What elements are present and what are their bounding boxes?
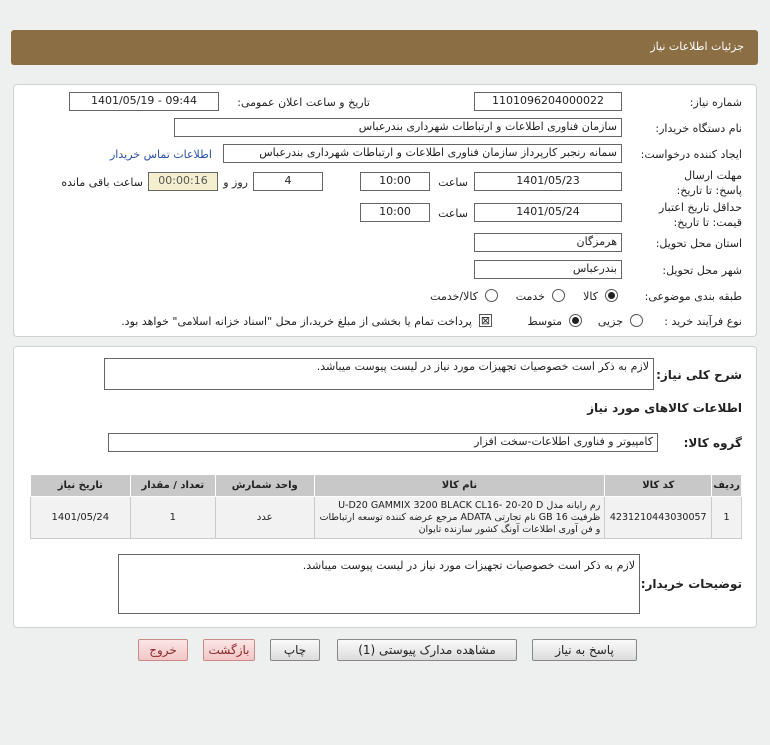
goods-group-field: کامپیوتر و فناوری اطلاعات-سخت افزار (108, 433, 658, 452)
remaining-label: ساعت باقی مانده (61, 176, 143, 189)
description-field: لازم به ذکر است خصوصیات تجهیزات مورد نیاز در لیست پیوست میباشد. (104, 358, 654, 390)
process-radio-medium[interactable] (569, 314, 582, 327)
category-label: طبقه بندی موضوعی: (644, 290, 742, 303)
remaining-time-field: 00:00:16 (148, 172, 218, 191)
category-option-both: کالا/خدمت (430, 290, 478, 303)
buyer-notes-label: توضیحات خریدار: (640, 577, 742, 591)
description-label: شرح کلی نیاز: (656, 368, 742, 382)
creator-field: سمانه رنجبر کارپرداز سازمان فناوری اطلاعات و ارتباطات شهرداری بندرعباس (223, 144, 622, 163)
validity-date-field: 1401/05/24 (474, 203, 622, 222)
col-row: ردیف (712, 475, 742, 497)
category-radio-both[interactable] (485, 289, 498, 302)
need-number-field: 1101096204000022 (474, 92, 622, 111)
deadline-time-field: 10:00 (360, 172, 430, 191)
deadline-date-field: 1401/05/23 (474, 172, 622, 191)
print-button[interactable]: چاپ (270, 639, 320, 661)
announce-field: 1401/05/19 - 09:44 (69, 92, 219, 111)
cell-unit: عدد (215, 497, 314, 539)
category-radio-service[interactable] (552, 289, 565, 302)
page-header (11, 30, 758, 65)
validity-label: حداقل تاریخ اعتبار قیمت: تا تاریخ: (658, 201, 742, 229)
col-name: نام کالا (314, 475, 605, 497)
payment-checkbox[interactable]: ⊠ (480, 314, 491, 327)
cell-date: 1401/05/24 (31, 497, 131, 539)
col-date: تاریخ نیاز (31, 475, 131, 497)
days-label: روز و (223, 176, 248, 189)
attachments-button[interactable]: مشاهده مدارک پیوستی (1) (337, 639, 517, 661)
process-label: نوع فرآیند خرید : (664, 315, 742, 328)
goods-info-title: اطلاعات کالاهای مورد نیاز (587, 401, 742, 415)
category-option-service: خدمت (515, 290, 545, 303)
exit-button[interactable]: خروج (138, 639, 188, 661)
category-radio-goods[interactable] (605, 289, 618, 302)
goods-table (30, 474, 742, 539)
cell-name: رم رایانه مدل U-D20 GAMMIX 3200 BLACK CL16- 20-20 D ظرفیت 16 GB نام تجارتی ADATA مرجع عرضه کننده توسعه ارتباطات و فن آوری اطلاعات آونگ کشور سازنده تایوان (314, 497, 605, 539)
deadline-time-label: ساعت (438, 176, 468, 189)
process-option-medium: متوسط (527, 315, 562, 328)
back-button[interactable]: بازگشت (203, 639, 255, 661)
table-row (31, 497, 742, 539)
cell-code: 4231210443030057 (605, 497, 712, 539)
goods-group-label: گروه کالا: (683, 436, 742, 450)
category-option-goods: کالا (583, 290, 598, 303)
cell-qty: 1 (130, 497, 215, 539)
creator-label: ایجاد کننده درخواست: (640, 148, 742, 161)
announce-label: تاریخ و ساعت اعلان عمومی: (237, 96, 370, 109)
buyer-notes-field: لازم به ذکر است خصوصیات تجهیزات مورد نیاز در لیست پیوست میباشد. (118, 554, 640, 614)
reply-button[interactable]: پاسخ به نیاز (532, 639, 637, 661)
validity-time-field: 10:00 (360, 203, 430, 222)
process-option-small: جزیی (597, 315, 623, 328)
payment-note: پرداخت تمام یا بخشی از مبلغ خرید،از محل "اسناد خزانه اسلامی" خواهد بود. (121, 315, 472, 328)
buyer-org-label: نام دستگاه خریدار: (655, 122, 742, 135)
need-number-label: شماره نیاز: (689, 96, 742, 109)
validity-time-label: ساعت (438, 207, 468, 220)
buyer-contact-link[interactable]: اطلاعات تماس خریدار (110, 148, 212, 161)
cell-row: 1 (712, 497, 742, 539)
col-unit: واحد شمارش (215, 475, 314, 497)
page-title: جزئیات اطلاعات نیاز (650, 40, 744, 53)
col-qty: تعداد / مقدار (130, 475, 215, 497)
col-code: کد کالا (605, 475, 712, 497)
city-field: بندرعباس (474, 260, 622, 279)
days-field: 4 (253, 172, 323, 191)
process-radio-small[interactable] (630, 314, 643, 327)
buyer-org-field: سازمان فناوری اطلاعات و ارتباطات شهرداری بندرعباس (174, 118, 622, 137)
deadline-label: مهلت ارسال پاسخ: تا تاریخ: (676, 169, 742, 197)
province-field: هرمزگان (474, 233, 622, 252)
city-label: شهر محل تحویل: (662, 264, 742, 277)
province-label: استان محل تحویل: (655, 237, 742, 250)
